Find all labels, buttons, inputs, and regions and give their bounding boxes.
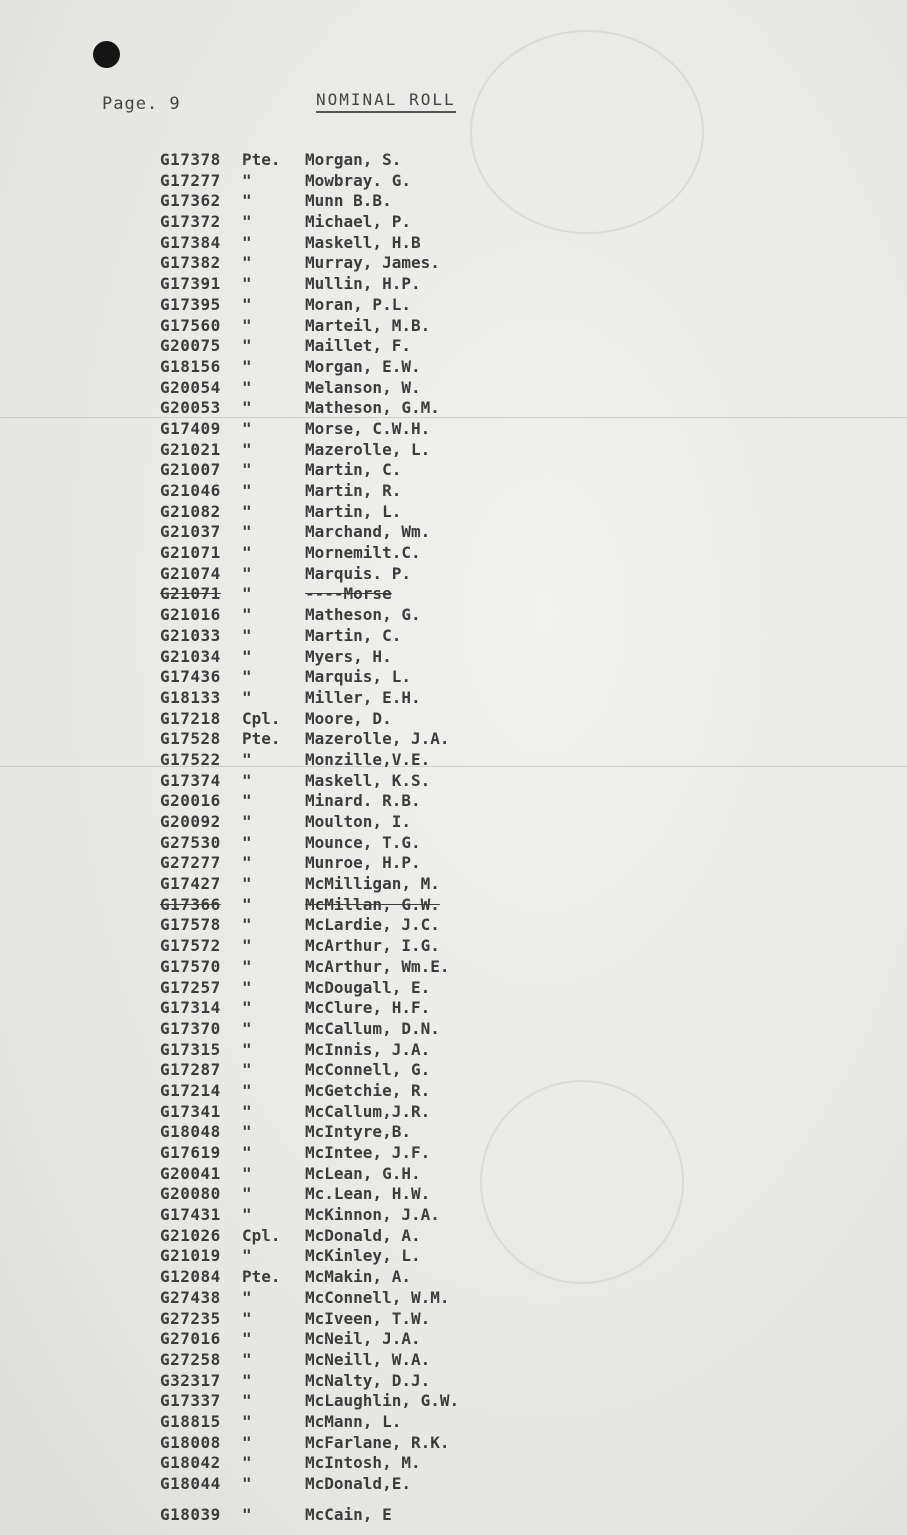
rank: ": [242, 915, 252, 935]
rank: ": [242, 1308, 252, 1328]
soldier-name: Murray, James.: [305, 253, 440, 273]
regimental-number: G17560: [160, 315, 221, 335]
regimental-number: G17384: [160, 232, 221, 252]
rank: ": [242, 1370, 252, 1390]
rank: ": [242, 1411, 252, 1431]
soldier-name: Marchand, Wm.: [305, 522, 431, 542]
regimental-number: G17382: [160, 253, 221, 273]
regimental-number: G17315: [160, 1039, 221, 1059]
soldier-name: Mc.Lean, H.W.: [305, 1184, 431, 1204]
soldier-name: Matheson, G.M.: [305, 398, 440, 418]
soldier-name: McClure, H.F.: [305, 998, 431, 1018]
regimental-number: G17619: [160, 1143, 221, 1162]
soldier-name: McMilligan, M.: [305, 874, 440, 894]
regimental-number: G20054: [160, 377, 221, 397]
rank: ": [242, 977, 252, 997]
soldier-name: McLardie, J.C.: [305, 915, 440, 935]
regimental-number: G17528: [160, 729, 221, 749]
soldier-name: Morse, C.W.H.: [305, 418, 431, 438]
regimental-number: G17395: [160, 294, 221, 314]
page-number: Page. 9: [102, 94, 181, 114]
rank: ": [242, 667, 252, 687]
regimental-number: G21071: [160, 584, 221, 604]
soldier-name: McIntee, J.F.: [305, 1143, 431, 1162]
regimental-number: G21033: [160, 625, 221, 645]
soldier-name: Michael, P.: [305, 212, 411, 232]
rank: ": [242, 212, 252, 232]
soldier-name: Mullin, H.P.: [305, 274, 421, 294]
rank: ": [242, 1205, 252, 1225]
regimental-number: G21037: [160, 522, 221, 542]
regimental-number: G17374: [160, 770, 221, 790]
soldier-name: McMillan, G.W.: [305, 894, 440, 914]
rank: ": [242, 418, 252, 438]
rank: ": [242, 1504, 252, 1524]
regimental-number: G27438: [160, 1287, 221, 1307]
regimental-number: G17427: [160, 874, 221, 894]
rank: ": [242, 1122, 252, 1142]
soldier-name: Martin, R.: [305, 481, 402, 500]
rank: ": [242, 998, 252, 1018]
soldier-name: McCallum, D.N.: [305, 1018, 440, 1038]
rank: ": [242, 398, 252, 418]
regimental-number: G18044: [160, 1474, 221, 1493]
soldier-name: McGetchie, R.: [305, 1080, 431, 1100]
regimental-number: G18133: [160, 687, 221, 707]
soldier-name: Martin, C.: [305, 625, 402, 645]
soldier-name: McNeil, J.A.: [305, 1329, 421, 1349]
soldier-name: Marteil, M.B.: [305, 315, 431, 335]
rank: ": [242, 1246, 252, 1266]
regimental-number: G17409: [160, 418, 221, 438]
soldier-name: McCallum,J.R.: [305, 1101, 431, 1121]
rank: ": [242, 377, 252, 397]
rank: ": [242, 1329, 252, 1349]
regimental-number: G27258: [160, 1349, 221, 1369]
rank: ": [242, 501, 252, 521]
rank: ": [242, 1143, 252, 1162]
rank: ": [242, 191, 252, 211]
regimental-number: G18156: [160, 356, 221, 376]
rank: ": [242, 853, 252, 873]
rank: ": [242, 874, 252, 894]
rank: ": [242, 770, 252, 790]
soldier-name: Myers, H.: [305, 646, 392, 666]
regimental-number: G17362: [160, 191, 221, 211]
soldier-name: ----Morse: [305, 584, 392, 604]
soldier-name: McIveen, T.W.: [305, 1308, 431, 1328]
regimental-number: G17370: [160, 1018, 221, 1038]
soldier-name: McNalty, D.J.: [305, 1370, 431, 1390]
regimental-number: G17391: [160, 274, 221, 294]
soldier-name: McMakin, A.: [305, 1267, 411, 1287]
regimental-number: G20092: [160, 812, 221, 831]
regimental-number: G20053: [160, 398, 221, 418]
regimental-number: G17314: [160, 998, 221, 1018]
soldier-name: McMann, L.: [305, 1411, 402, 1431]
regimental-number: G27277: [160, 853, 221, 873]
rank: ": [242, 812, 252, 831]
soldier-name: Morgan, S.: [305, 150, 402, 169]
regimental-number: G18039: [160, 1504, 221, 1524]
rank: ": [242, 605, 252, 625]
regimental-number: G20075: [160, 336, 221, 356]
rank: ": [242, 894, 252, 914]
rank: Pte.: [242, 1267, 281, 1287]
rank: ": [242, 832, 252, 852]
soldier-name: Moran, P.L.: [305, 294, 411, 314]
fold-line: [0, 766, 907, 767]
rank: ": [242, 936, 252, 956]
rank: ": [242, 1474, 252, 1493]
rank: Cpl.: [242, 1225, 281, 1245]
soldier-name: Mazerolle, J.A.: [305, 729, 450, 749]
regimental-number: G21082: [160, 501, 221, 521]
regimental-number: G32317: [160, 1370, 221, 1390]
regimental-number: G12084: [160, 1267, 221, 1287]
rank: ": [242, 563, 252, 583]
soldier-name: Matheson, G.: [305, 605, 421, 625]
rank: ": [242, 1060, 252, 1080]
regimental-number: G27235: [160, 1308, 221, 1328]
soldier-name: Maskell, H.B: [305, 232, 421, 252]
regimental-number: G17572: [160, 936, 221, 956]
regimental-number: G18815: [160, 1411, 221, 1431]
rank: Cpl.: [242, 708, 281, 728]
soldier-name: McNeill, W.A.: [305, 1349, 431, 1369]
soldier-name: Miller, E.H.: [305, 687, 421, 707]
soldier-name: McLaughlin, G.W.: [305, 1391, 460, 1411]
rank: ": [242, 460, 252, 480]
rank: ": [242, 625, 252, 645]
soldier-name: McLean, G.H.: [305, 1163, 421, 1183]
soldier-name: McArthur, Wm.E.: [305, 956, 450, 976]
rank: ": [242, 1080, 252, 1100]
regimental-number: G20041: [160, 1163, 221, 1183]
regimental-number: G17372: [160, 212, 221, 232]
rank: ": [242, 1349, 252, 1369]
soldier-name: McKinley, L.: [305, 1246, 421, 1266]
regimental-number: G21016: [160, 605, 221, 625]
soldier-name: Mowbray. G.: [305, 170, 411, 190]
soldier-name: Martin, C.: [305, 460, 402, 480]
regimental-number: G17337: [160, 1391, 221, 1411]
regimental-number: G21019: [160, 1246, 221, 1266]
soldier-name: McDonald,E.: [305, 1474, 411, 1493]
regimental-number: G18048: [160, 1122, 221, 1142]
rank: ": [242, 1184, 252, 1204]
regimental-number: G17436: [160, 667, 221, 687]
soldier-name: Maillet, F.: [305, 336, 411, 356]
soldier-name: Marquis. P.: [305, 563, 411, 583]
rank: ": [242, 439, 252, 459]
document-title: NOMINAL ROLL: [316, 90, 456, 113]
soldier-name: McKinnon, J.A.: [305, 1205, 440, 1225]
regimental-number: G18042: [160, 1453, 221, 1473]
rank: ": [242, 522, 252, 542]
rank: ": [242, 481, 252, 500]
regimental-number: G21071: [160, 543, 221, 563]
soldier-name: McIntyre,B.: [305, 1122, 411, 1142]
regimental-number: G17378: [160, 150, 221, 169]
fold-line: [0, 417, 907, 418]
soldier-name: Maskell, K.S.: [305, 770, 431, 790]
soldier-name: Morgan, E.W.: [305, 356, 421, 376]
regimental-number: G18008: [160, 1432, 221, 1452]
rank: ": [242, 294, 252, 314]
faded-stamp-top: [470, 30, 704, 234]
soldier-name: Martin, L.: [305, 501, 402, 521]
rank: ": [242, 315, 252, 335]
soldier-name: McCain, E: [305, 1504, 392, 1524]
rank: ": [242, 356, 252, 376]
rank: ": [242, 1287, 252, 1307]
regimental-number: G21074: [160, 563, 221, 583]
soldier-name: McConnell, W.M.: [305, 1287, 450, 1307]
soldier-name: McFarlane, R.K.: [305, 1432, 450, 1452]
soldier-name: Moore, D.: [305, 708, 392, 728]
rank: ": [242, 1163, 252, 1183]
regimental-number: G17341: [160, 1101, 221, 1121]
soldier-name: McDonald, A.: [305, 1225, 421, 1245]
regimental-number: G21034: [160, 646, 221, 666]
rank: ": [242, 253, 252, 273]
soldier-name: Minard. R.B.: [305, 791, 421, 811]
rank: Pte.: [242, 150, 281, 169]
regimental-number: G27530: [160, 832, 221, 852]
rank: ": [242, 687, 252, 707]
soldier-name: Monzille,V.E.: [305, 749, 431, 769]
soldier-name: Marquis, L.: [305, 667, 411, 687]
rank: ": [242, 1018, 252, 1038]
soldier-name: Munn B.B.: [305, 191, 392, 211]
rank: ": [242, 1039, 252, 1059]
regimental-number: G17287: [160, 1060, 221, 1080]
regimental-number: G20080: [160, 1184, 221, 1204]
rank: ": [242, 1101, 252, 1121]
regimental-number: G21007: [160, 460, 221, 480]
soldier-name: Mazerolle, L.: [305, 439, 431, 459]
regimental-number: G21046: [160, 481, 221, 500]
regimental-number: G17277: [160, 170, 221, 190]
soldier-name: McInnis, J.A.: [305, 1039, 431, 1059]
soldier-name: Melanson, W.: [305, 377, 421, 397]
rank: ": [242, 646, 252, 666]
rank: ": [242, 1391, 252, 1411]
rank: Pte.: [242, 729, 281, 749]
rank: ": [242, 749, 252, 769]
rank: ": [242, 232, 252, 252]
rank: ": [242, 791, 252, 811]
soldier-name: Mornemilt.C.: [305, 543, 421, 563]
regimental-number: G17257: [160, 977, 221, 997]
soldier-name: McConnell, G.: [305, 1060, 431, 1080]
rank: ": [242, 274, 252, 294]
soldier-name: McIntosh, M.: [305, 1453, 421, 1473]
rank: ": [242, 1453, 252, 1473]
regimental-number: G17218: [160, 708, 221, 728]
regimental-number: G21026: [160, 1225, 221, 1245]
soldier-name: Mounce, T.G.: [305, 832, 421, 852]
rank: ": [242, 584, 252, 604]
soldier-name: Moulton, I.: [305, 812, 411, 831]
regimental-number: G20016: [160, 791, 221, 811]
regimental-number: G27016: [160, 1329, 221, 1349]
soldier-name: McDougall, E.: [305, 977, 431, 997]
rank: ": [242, 1432, 252, 1452]
rank: ": [242, 336, 252, 356]
faded-stamp-bottom: [480, 1080, 684, 1284]
regimental-number: G17366: [160, 894, 221, 914]
soldier-name: Munroe, H.P.: [305, 853, 421, 873]
rank: ": [242, 170, 252, 190]
regimental-number: G17522: [160, 749, 221, 769]
rank: ": [242, 956, 252, 976]
regimental-number: G17214: [160, 1080, 221, 1100]
regimental-number: G17431: [160, 1205, 221, 1225]
soldier-name: McArthur, I.G.: [305, 936, 440, 956]
regimental-number: G17578: [160, 915, 221, 935]
rank: ": [242, 543, 252, 563]
regimental-number: G21021: [160, 439, 221, 459]
punch-hole: [93, 41, 120, 68]
regimental-number: G17570: [160, 956, 221, 976]
